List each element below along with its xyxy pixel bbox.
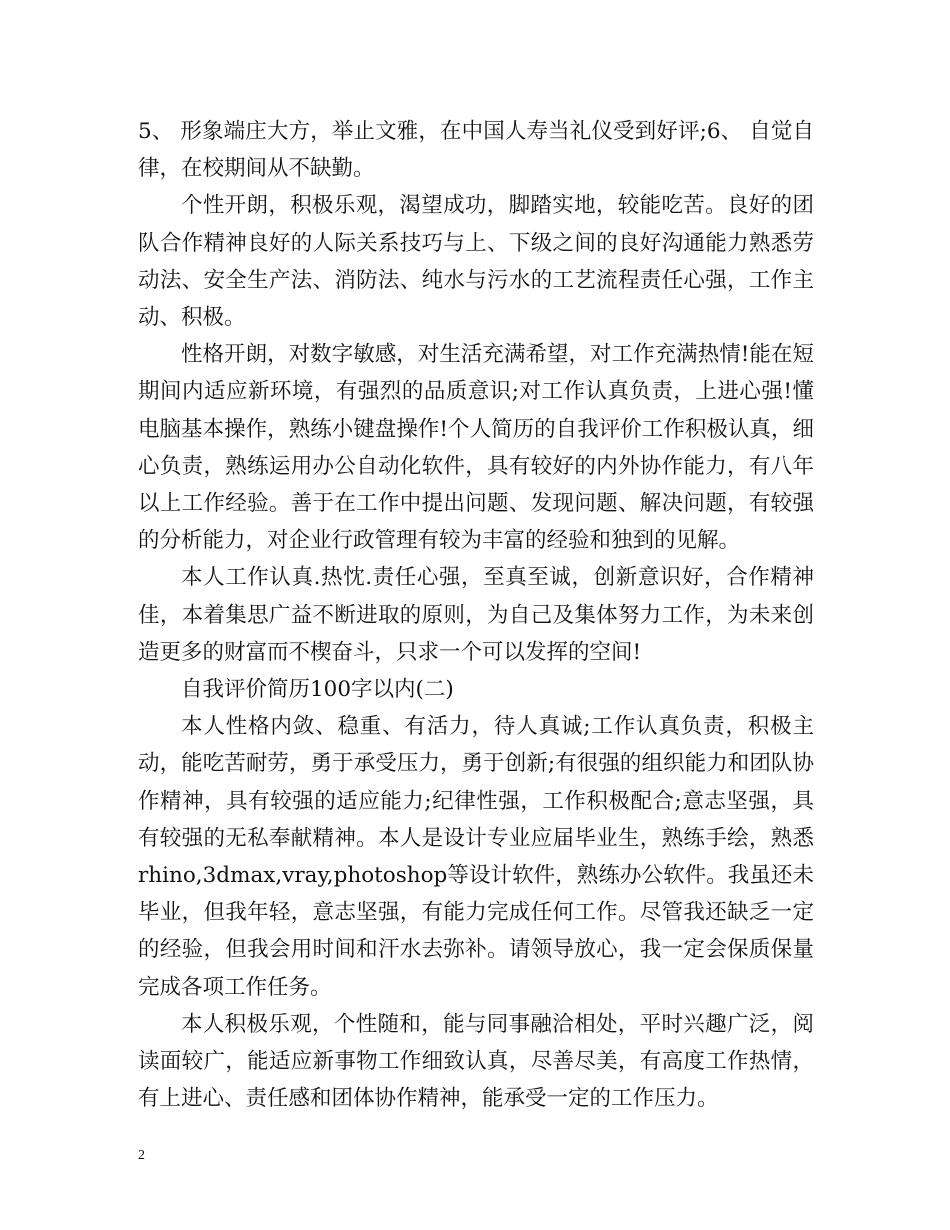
paragraph: 本人性格内敛、稳重、有活力，待人真诚;工作认真负责，积极主动，能吃苦耐劳，勇于承受压力，勇于创新;有很强的组织能力和团队协作精神，具有较强的适应能力;纪律性强，工作积极配合;意志坚强，具有较强的无私奉献精神。本人是设计专业应届毕业生，熟练手绘，熟悉rhino,3dmax,vray,photoshop等设计软件，熟练办公软件。我虽还未毕业，但我年轻，意志坚强，有能力完成任何工作。尽管我还缺乏一定的经验，但我会用时间和汗水去弥补。请领导放心，我一定会保质保量完成各项工作任务。 xyxy=(138,714,814,1000)
section-heading: 自我评价简历100字以内(二) xyxy=(181,677,454,703)
paragraph: 个性开朗，积极乐观，渴望成功，脚踏实地，较能吃苦。良好的团队合作精神良好的人际关系技巧与上、下级之间的良好沟通能力熟悉劳动法、安全生产法、消防法、纯水与污水的工艺流程责任心强，工作主动、积极。 xyxy=(138,193,814,331)
document-body xyxy=(138,113,814,1117)
paragraph: 本人工作认真.热忱.责任心强，至真至诚，创新意识好，合作精神佳，本着集思广益不断进取的原则，为自己及集体努力工作，为未来创造更多的财富而不楔奋斗，只求一个可以发挥的空间! xyxy=(138,565,814,665)
paragraph: 本人积极乐观，个性随和，能与同事融洽相处，平时兴趣广泛，阅读面较广，能适应新事物工作细致认真，尽善尽美，有高度工作热情，有上进心、责任感和团体协作精神，能承受一定的工作压力。 xyxy=(138,1011,814,1112)
paragraph-list-items: 5、 形象端庄大方，举止文雅，在中国人寿当礼仪受到好评;6、 自觉自律，在校期间从不缺勤。 xyxy=(138,119,814,182)
page-number: 2 xyxy=(138,1148,145,1163)
paragraph: 性格开朗，对数字敏感，对生活充满希望，对工作充满热情!能在短期间内适应新环境，有强烈的品质意识;对工作认真负责，上进心强!懂电脑基本操作，熟练小键盘操作!个人简历的自我评价工作积极认真，细心负责，熟练运用办公自动化软件，具有较好的内外协作能力，有八年以上工作经验。善于在工作中提出问题、发现问题、解决问题，有较强的分析能力，对企业行政管理有较为丰富的经验和独到的见解。 xyxy=(138,342,814,554)
